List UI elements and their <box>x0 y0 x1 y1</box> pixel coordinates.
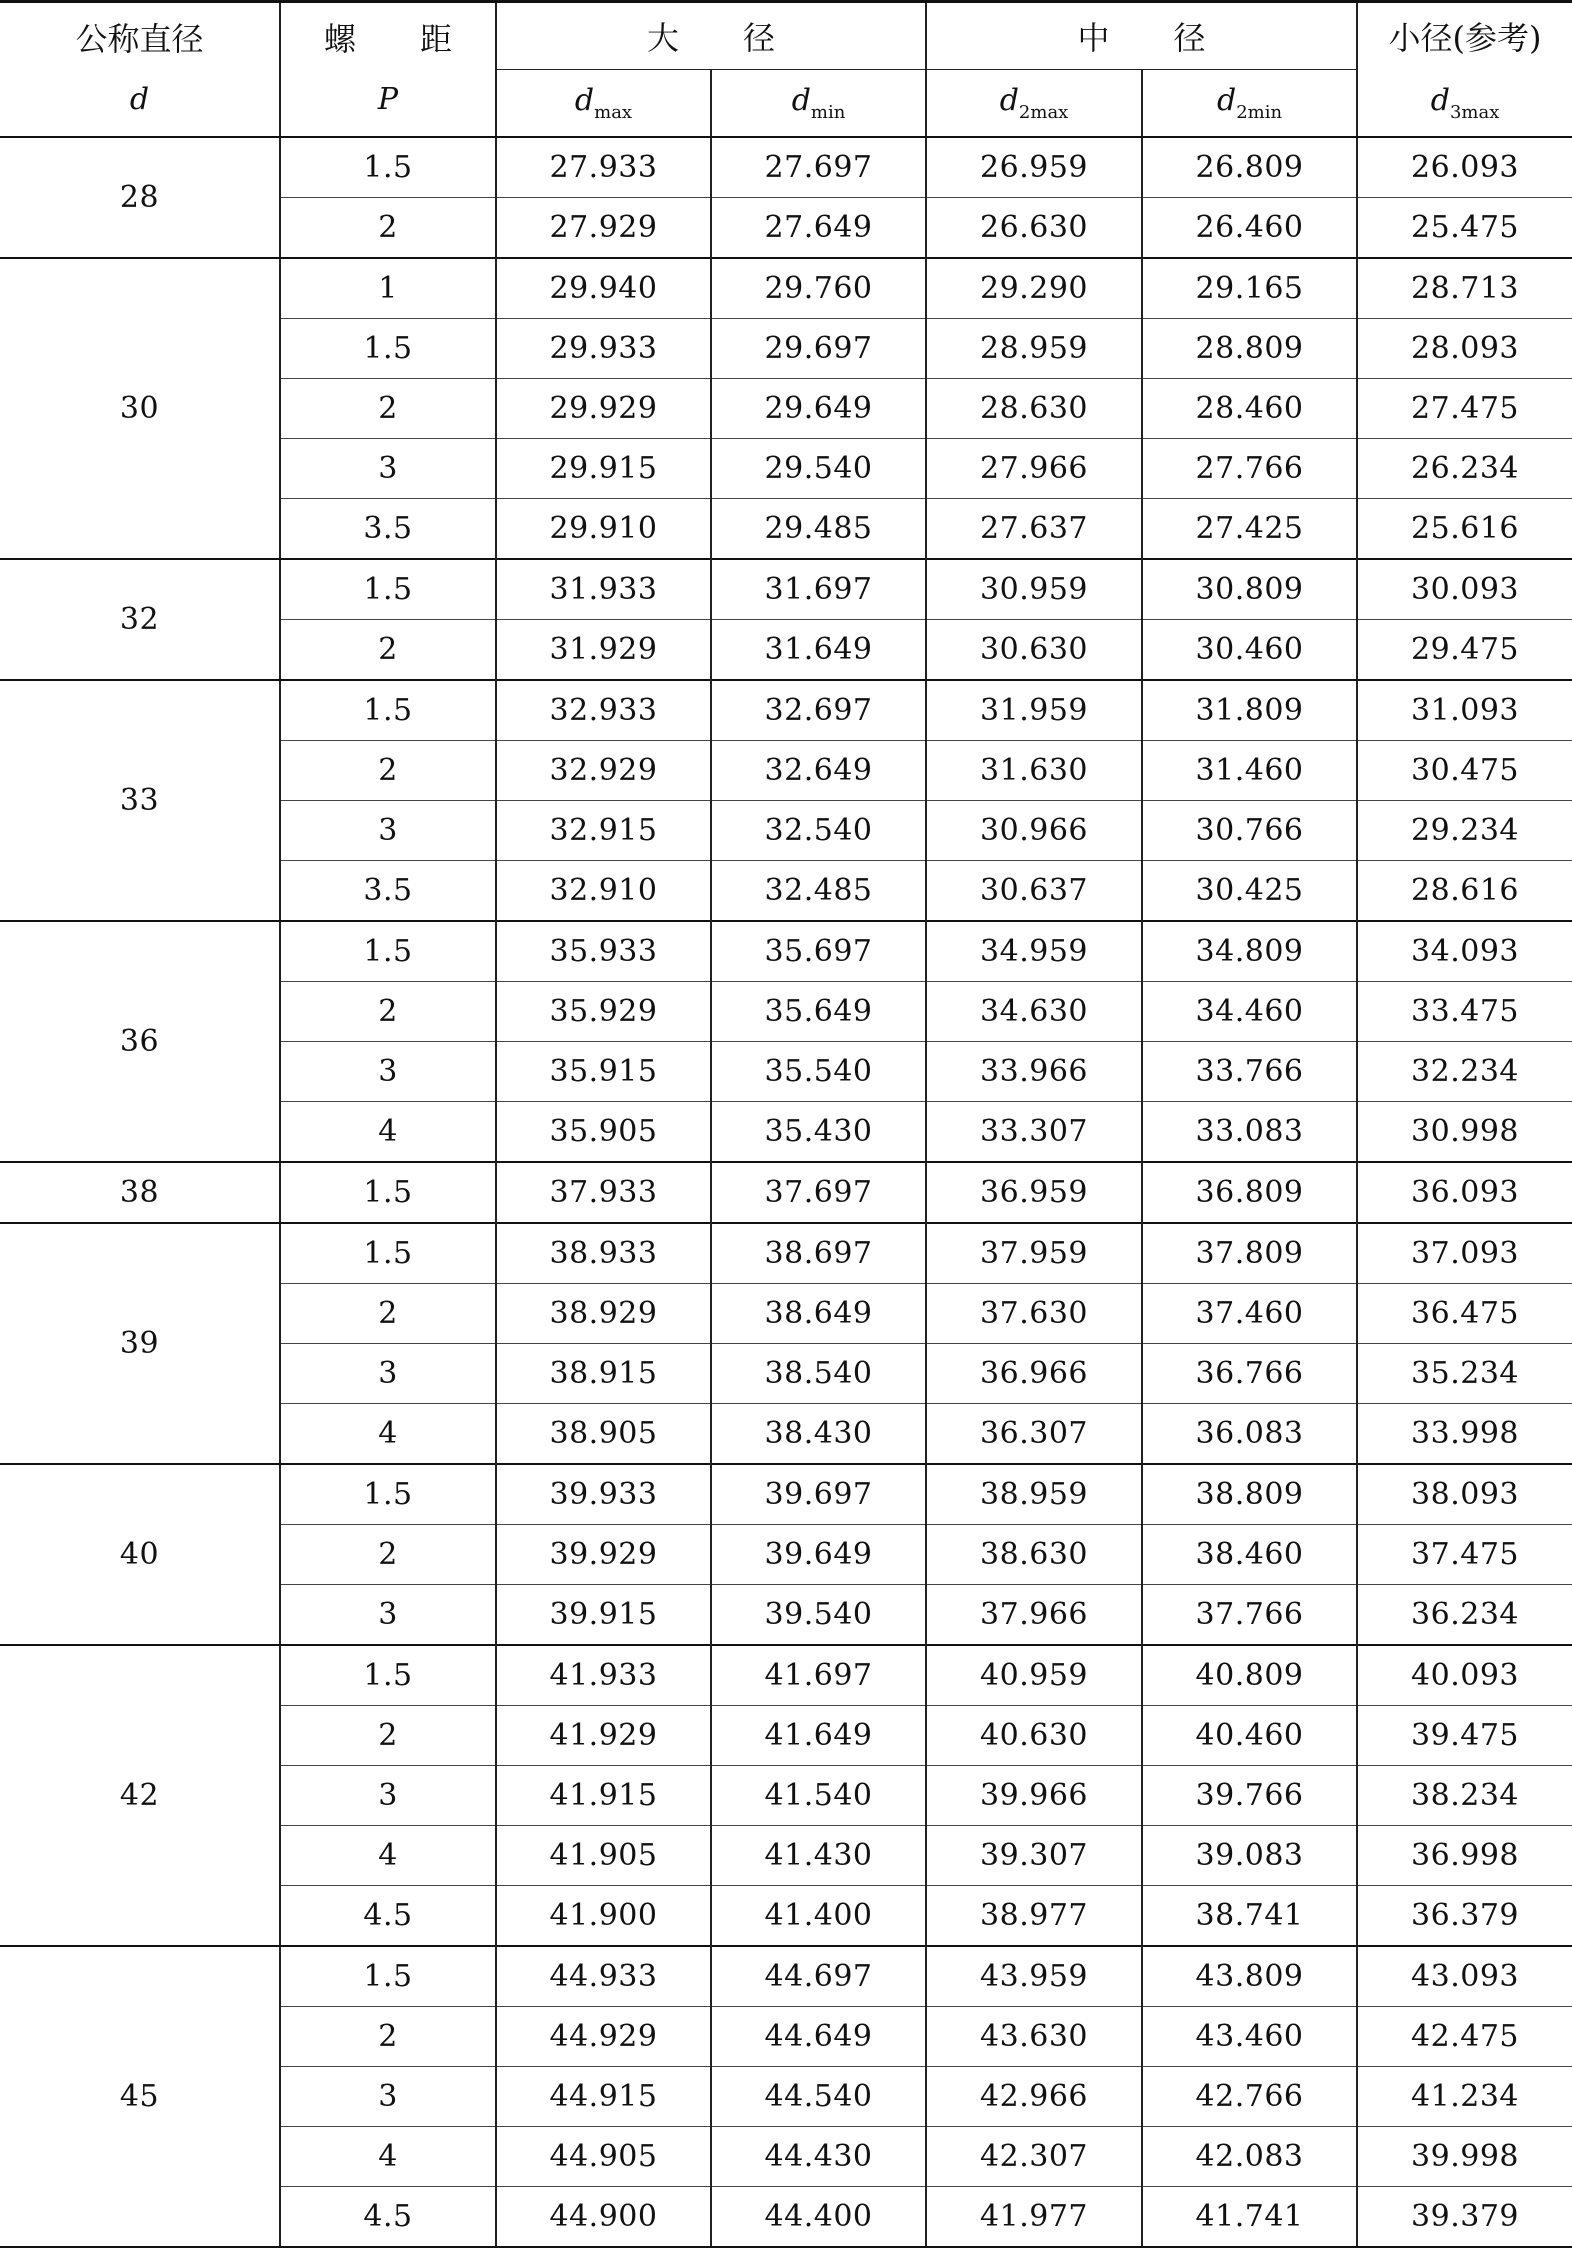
pitch-cell: 1.5 <box>280 137 496 198</box>
table-row <box>0 559 1572 620</box>
pitch-dia-max-cell: 41.977 <box>926 2187 1142 2248</box>
major-min-cell: 39.697 <box>711 1464 926 1525</box>
major-max-cell: 35.905 <box>496 1102 711 1163</box>
major-min-cell: 27.649 <box>711 198 926 259</box>
major-min-cell: 29.649 <box>711 379 926 439</box>
pitch-dia-max-cell: 34.630 <box>926 982 1142 1042</box>
pitch-dia-max-cell: 26.959 <box>926 137 1142 198</box>
major-min-cell: 41.649 <box>711 1706 926 1766</box>
pitch-dia-min-cell: 34.460 <box>1142 982 1357 1042</box>
major-min-cell: 44.540 <box>711 2067 926 2127</box>
pitch-cell: 3 <box>280 1042 496 1102</box>
major-min-cell: 29.760 <box>711 258 926 319</box>
pitch-dia-min-cell: 30.766 <box>1142 801 1357 861</box>
major-min-header <box>711 70 926 138</box>
pitch-cell: 2 <box>280 1525 496 1585</box>
pitch-cell: 2 <box>280 1706 496 1766</box>
pitch-cell: 2 <box>280 379 496 439</box>
pitch-dia-min-cell: 31.809 <box>1142 680 1357 741</box>
major-min-symbol: d <box>791 83 811 118</box>
pitch-cell: 2 <box>280 198 496 259</box>
major-min-cell: 32.697 <box>711 680 926 741</box>
major-max-cell: 38.905 <box>496 1404 711 1465</box>
pitch-dia-min-cell: 38.809 <box>1142 1464 1357 1525</box>
pitch-cell: 1.5 <box>280 559 496 620</box>
major-min-cell: 39.649 <box>711 1525 926 1585</box>
pitch-cell: 3.5 <box>280 861 496 922</box>
pitch-dia-max-cell: 42.307 <box>926 2127 1142 2187</box>
pitch-dia-max-cell: 27.637 <box>926 499 1142 560</box>
pitch-dia-max-cell: 31.630 <box>926 741 1142 801</box>
table-row <box>0 680 1572 741</box>
minor-max-cell: 37.475 <box>1357 1525 1572 1585</box>
pitch-dia-max-header <box>926 70 1142 138</box>
pitch-dia-min-cell: 43.809 <box>1142 1946 1357 2007</box>
major-max-cell: 29.933 <box>496 319 711 379</box>
pitch-dia-min-cell: 43.460 <box>1142 2007 1357 2067</box>
major-min-cell: 44.400 <box>711 2187 926 2248</box>
pitch-dia-max-cell: 38.630 <box>926 1525 1142 1585</box>
minor-max-cell: 36.234 <box>1357 1585 1572 1646</box>
pitch-cell: 1.5 <box>280 319 496 379</box>
major-max-cell: 39.933 <box>496 1464 711 1525</box>
pitch-dia-max-subscript: 2max <box>1018 102 1069 123</box>
pitch-dia-max-cell: 30.630 <box>926 620 1142 681</box>
minor-max-cell: 25.616 <box>1357 499 1572 560</box>
minor-max-cell: 37.093 <box>1357 1223 1572 1284</box>
major-max-cell: 35.929 <box>496 982 711 1042</box>
minor-max-cell: 36.093 <box>1357 1162 1572 1223</box>
major-min-cell: 32.540 <box>711 801 926 861</box>
major-min-cell: 35.430 <box>711 1102 926 1163</box>
pitch-dia-min-cell: 40.809 <box>1142 1645 1357 1706</box>
major-min-cell: 29.697 <box>711 319 926 379</box>
major-max-cell: 37.933 <box>496 1162 711 1223</box>
pitch-dia-min-cell: 27.766 <box>1142 439 1357 499</box>
pitch-symbol: P <box>377 81 399 117</box>
major-min-cell: 31.697 <box>711 559 926 620</box>
minor-max-cell: 38.234 <box>1357 1766 1572 1826</box>
minor-max-cell: 30.475 <box>1357 741 1572 801</box>
table-row <box>0 1162 1572 1223</box>
pitch-dia-min-cell: 37.809 <box>1142 1223 1357 1284</box>
minor-max-cell: 27.475 <box>1357 379 1572 439</box>
nominal-diameter-cell: 42 <box>0 1645 280 1946</box>
pitch-cell: 4 <box>280 1102 496 1163</box>
pitch-cell: 1.5 <box>280 1946 496 2007</box>
pitch-dia-max-symbol: d <box>999 83 1019 118</box>
table-row <box>0 1223 1572 1284</box>
pitch-diameter-header: 中 径 <box>926 2 1357 70</box>
major-min-cell: 29.540 <box>711 439 926 499</box>
major-min-cell: 44.430 <box>711 2127 926 2187</box>
major-max-cell: 32.910 <box>496 861 711 922</box>
pitch-header <box>280 2 496 138</box>
major-max-cell: 44.933 <box>496 1946 711 2007</box>
minor-max-cell: 36.998 <box>1357 1826 1572 1886</box>
pitch-cell: 2 <box>280 2007 496 2067</box>
table-row <box>0 1645 1572 1706</box>
major-max-symbol: d <box>574 83 595 118</box>
major-min-cell: 37.697 <box>711 1162 926 1223</box>
minor-max-cell: 33.475 <box>1357 982 1572 1042</box>
minor-max-cell: 43.093 <box>1357 1946 1572 2007</box>
major-min-cell: 44.697 <box>711 1946 926 2007</box>
major-max-cell: 35.933 <box>496 921 711 982</box>
pitch-dia-min-cell: 30.425 <box>1142 861 1357 922</box>
major-min-cell: 41.540 <box>711 1766 926 1826</box>
major-max-cell: 27.933 <box>496 137 711 198</box>
pitch-cell: 1.5 <box>280 1162 496 1223</box>
table-row <box>0 137 1572 198</box>
minor-max-cell: 29.475 <box>1357 620 1572 681</box>
major-max-cell: 41.905 <box>496 1826 711 1886</box>
pitch-cell: 2 <box>280 620 496 681</box>
pitch-dia-min-cell: 39.083 <box>1142 1826 1357 1886</box>
major-max-cell: 32.933 <box>496 680 711 741</box>
pitch-dia-max-cell: 33.307 <box>926 1102 1142 1163</box>
major-max-cell: 29.940 <box>496 258 711 319</box>
minor-max-cell: 28.093 <box>1357 319 1572 379</box>
minor-max-cell: 31.093 <box>1357 680 1572 741</box>
pitch-dia-max-cell: 26.630 <box>926 198 1142 259</box>
pitch-dia-max-cell: 31.959 <box>926 680 1142 741</box>
minor-max-cell: 30.093 <box>1357 559 1572 620</box>
major-min-cell: 41.430 <box>711 1826 926 1886</box>
major-min-cell: 31.649 <box>711 620 926 681</box>
pitch-dia-min-cell: 26.460 <box>1142 198 1357 259</box>
major-max-cell: 39.915 <box>496 1585 711 1646</box>
pitch-dia-min-cell: 37.460 <box>1142 1284 1357 1344</box>
major-max-cell: 38.929 <box>496 1284 711 1344</box>
pitch-dia-max-cell: 36.959 <box>926 1162 1142 1223</box>
pitch-dia-min-cell: 41.741 <box>1142 2187 1357 2248</box>
minor-max-cell: 34.093 <box>1357 921 1572 982</box>
major-min-cell: 27.697 <box>711 137 926 198</box>
pitch-dia-max-cell: 37.630 <box>926 1284 1142 1344</box>
nominal-diameter-symbol: d <box>129 81 150 117</box>
nominal-diameter-cell: 38 <box>0 1162 280 1223</box>
nominal-diameter-header <box>0 2 280 138</box>
pitch-dia-min-cell: 37.766 <box>1142 1585 1357 1646</box>
pitch-cell: 3 <box>280 1766 496 1826</box>
minor-max-header <box>1357 70 1572 138</box>
nominal-diameter-cell: 40 <box>0 1464 280 1645</box>
major-max-cell: 44.915 <box>496 2067 711 2127</box>
nominal-diameter-cell: 32 <box>0 559 280 680</box>
pitch-dia-min-cell: 42.083 <box>1142 2127 1357 2187</box>
pitch-dia-min-cell: 34.809 <box>1142 921 1357 982</box>
table-row <box>0 921 1572 982</box>
pitch-dia-max-cell: 27.966 <box>926 439 1142 499</box>
pitch-dia-min-header <box>1142 70 1357 138</box>
nominal-diameter-cell: 36 <box>0 921 280 1162</box>
major-min-cell: 41.400 <box>711 1886 926 1947</box>
pitch-cell: 2 <box>280 982 496 1042</box>
major-max-cell: 29.929 <box>496 379 711 439</box>
pitch-cell: 2 <box>280 741 496 801</box>
major-max-subscript: max <box>594 102 633 123</box>
nominal-diameter-cell: 28 <box>0 137 280 258</box>
pitch-dia-min-symbol: d <box>1216 83 1237 118</box>
pitch-dia-min-cell: 36.809 <box>1142 1162 1357 1223</box>
pitch-dia-max-cell: 39.966 <box>926 1766 1142 1826</box>
pitch-dia-min-cell: 31.460 <box>1142 741 1357 801</box>
pitch-dia-max-cell: 36.966 <box>926 1344 1142 1404</box>
major-min-cell: 38.649 <box>711 1284 926 1344</box>
pitch-dia-min-cell: 26.809 <box>1142 137 1357 198</box>
pitch-dia-max-cell: 30.966 <box>926 801 1142 861</box>
major-max-cell: 41.915 <box>496 1766 711 1826</box>
minor-max-cell: 26.093 <box>1357 137 1572 198</box>
major-min-cell: 35.649 <box>711 982 926 1042</box>
major-min-cell: 35.697 <box>711 921 926 982</box>
major-max-cell: 38.915 <box>496 1344 711 1404</box>
major-min-cell: 35.540 <box>711 1042 926 1102</box>
minor-max-cell: 38.093 <box>1357 1464 1572 1525</box>
pitch-dia-max-cell: 37.959 <box>926 1223 1142 1284</box>
minor-max-cell: 40.093 <box>1357 1645 1572 1706</box>
pitch-dia-max-cell: 34.959 <box>926 921 1142 982</box>
pitch-cell: 4 <box>280 1404 496 1465</box>
major-max-cell: 38.933 <box>496 1223 711 1284</box>
nominal-diameter-cell: 39 <box>0 1223 280 1464</box>
header-row-top <box>0 2 1572 70</box>
pitch-cell: 1.5 <box>280 680 496 741</box>
major-min-cell: 29.485 <box>711 499 926 560</box>
pitch-cell: 3 <box>280 2067 496 2127</box>
pitch-cell: 4 <box>280 1826 496 1886</box>
minor-max-symbol: d <box>1430 82 1450 118</box>
pitch-cell: 1.5 <box>280 1645 496 1706</box>
pitch-dia-max-cell: 29.290 <box>926 258 1142 319</box>
minor-max-cell: 28.713 <box>1357 258 1572 319</box>
pitch-dia-max-cell: 30.959 <box>926 559 1142 620</box>
pitch-dia-max-cell: 43.630 <box>926 2007 1142 2067</box>
nominal-diameter-label: 公称直径 <box>75 19 204 58</box>
pitch-cell: 1.5 <box>280 1223 496 1284</box>
pitch-dia-min-cell: 33.766 <box>1142 1042 1357 1102</box>
major-max-header <box>496 70 711 138</box>
pitch-cell: 3 <box>280 1585 496 1646</box>
major-min-cell: 32.649 <box>711 741 926 801</box>
table-body <box>0 137 1572 2247</box>
nominal-diameter-cell: 45 <box>0 1946 280 2247</box>
major-max-cell: 35.915 <box>496 1042 711 1102</box>
minor-max-cell: 36.379 <box>1357 1886 1572 1947</box>
pitch-dia-min-cell: 33.083 <box>1142 1102 1357 1163</box>
minor-max-cell: 29.234 <box>1357 801 1572 861</box>
pitch-dia-min-cell: 30.809 <box>1142 559 1357 620</box>
minor-max-subscript: 3max <box>1449 101 1500 123</box>
major-max-cell: 44.900 <box>496 2187 711 2248</box>
minor-max-cell: 39.379 <box>1357 2187 1572 2248</box>
major-max-cell: 31.933 <box>496 559 711 620</box>
pitch-dia-max-cell: 30.637 <box>926 861 1142 922</box>
pitch-cell: 2 <box>280 1284 496 1344</box>
pitch-dia-max-cell: 40.630 <box>926 1706 1142 1766</box>
minor-max-cell: 28.616 <box>1357 861 1572 922</box>
major-max-cell: 32.915 <box>496 801 711 861</box>
pitch-dia-max-cell: 39.307 <box>926 1826 1142 1886</box>
pitch-dia-min-cell: 42.766 <box>1142 2067 1357 2127</box>
pitch-cell: 3 <box>280 1344 496 1404</box>
minor-max-cell: 39.998 <box>1357 2127 1572 2187</box>
table-row <box>0 1464 1572 1525</box>
pitch-dia-max-cell: 36.307 <box>926 1404 1142 1465</box>
minor-max-cell: 41.234 <box>1357 2067 1572 2127</box>
pitch-dia-min-cell: 39.766 <box>1142 1766 1357 1826</box>
pitch-cell: 1 <box>280 258 496 319</box>
pitch-dia-min-cell: 36.083 <box>1142 1404 1357 1465</box>
major-min-cell: 32.485 <box>711 861 926 922</box>
major-max-cell: 29.910 <box>496 499 711 560</box>
pitch-dia-max-cell: 28.959 <box>926 319 1142 379</box>
major-min-cell: 38.430 <box>711 1404 926 1465</box>
minor-max-cell: 30.998 <box>1357 1102 1572 1163</box>
major-max-cell: 31.929 <box>496 620 711 681</box>
major-min-subscript: min <box>810 102 846 123</box>
pitch-cell: 3.5 <box>280 499 496 560</box>
pitch-cell: 4.5 <box>280 1886 496 1947</box>
major-min-cell: 44.649 <box>711 2007 926 2067</box>
pitch-dia-min-cell: 38.741 <box>1142 1886 1357 1947</box>
major-diameter-header: 大 径 <box>496 2 926 70</box>
pitch-dia-min-cell: 27.425 <box>1142 499 1357 560</box>
pitch-dia-max-cell: 43.959 <box>926 1946 1142 2007</box>
pitch-dia-min-cell: 28.460 <box>1142 379 1357 439</box>
minor-max-cell: 35.234 <box>1357 1344 1572 1404</box>
pitch-cell: 4.5 <box>280 2187 496 2248</box>
minor-max-cell: 26.234 <box>1357 439 1572 499</box>
pitch-dia-max-cell: 33.966 <box>926 1042 1142 1102</box>
pitch-dia-max-cell: 37.966 <box>926 1585 1142 1646</box>
major-max-cell: 41.933 <box>496 1645 711 1706</box>
table-row <box>0 258 1572 319</box>
major-min-cell: 38.540 <box>711 1344 926 1404</box>
major-max-cell: 27.929 <box>496 198 711 259</box>
minor-max-cell: 42.475 <box>1357 2007 1572 2067</box>
minor-diameter-header: 小径(参考) <box>1357 2 1572 70</box>
pitch-dia-min-cell: 30.460 <box>1142 620 1357 681</box>
nominal-diameter-cell: 33 <box>0 680 280 921</box>
minor-max-cell: 25.475 <box>1357 198 1572 259</box>
pitch-dia-max-cell: 28.630 <box>926 379 1142 439</box>
nominal-diameter-cell: 30 <box>0 258 280 559</box>
pitch-dia-max-cell: 38.959 <box>926 1464 1142 1525</box>
minor-max-cell: 32.234 <box>1357 1042 1572 1102</box>
pitch-cell: 1.5 <box>280 921 496 982</box>
major-max-cell: 39.929 <box>496 1525 711 1585</box>
major-min-cell: 39.540 <box>711 1585 926 1646</box>
pitch-dia-max-cell: 42.966 <box>926 2067 1142 2127</box>
major-min-cell: 38.697 <box>711 1223 926 1284</box>
pitch-cell: 1.5 <box>280 1464 496 1525</box>
major-min-cell: 41.697 <box>711 1645 926 1706</box>
major-max-cell: 29.915 <box>496 439 711 499</box>
pitch-dia-min-cell: 38.460 <box>1142 1525 1357 1585</box>
pitch-dia-max-cell: 38.977 <box>926 1886 1142 1947</box>
pitch-cell: 3 <box>280 439 496 499</box>
table-row <box>0 1946 1572 2007</box>
pitch-dia-min-cell: 40.460 <box>1142 1706 1357 1766</box>
major-max-cell: 41.929 <box>496 1706 711 1766</box>
pitch-cell: 4 <box>280 2127 496 2187</box>
major-max-cell: 41.900 <box>496 1886 711 1947</box>
pitch-dia-min-cell: 28.809 <box>1142 319 1357 379</box>
minor-max-cell: 39.475 <box>1357 1706 1572 1766</box>
pitch-dia-min-cell: 36.766 <box>1142 1344 1357 1404</box>
minor-max-cell: 33.998 <box>1357 1404 1572 1465</box>
pitch-dia-max-cell: 40.959 <box>926 1645 1142 1706</box>
major-max-cell: 44.905 <box>496 2127 711 2187</box>
pitch-dia-min-cell: 29.165 <box>1142 258 1357 319</box>
major-max-cell: 44.929 <box>496 2007 711 2067</box>
pitch-label: 螺 距 <box>323 19 452 58</box>
minor-max-cell: 36.475 <box>1357 1284 1572 1344</box>
pitch-cell: 3 <box>280 801 496 861</box>
pitch-dia-min-subscript: 2min <box>1236 102 1283 123</box>
major-max-cell: 32.929 <box>496 741 711 801</box>
